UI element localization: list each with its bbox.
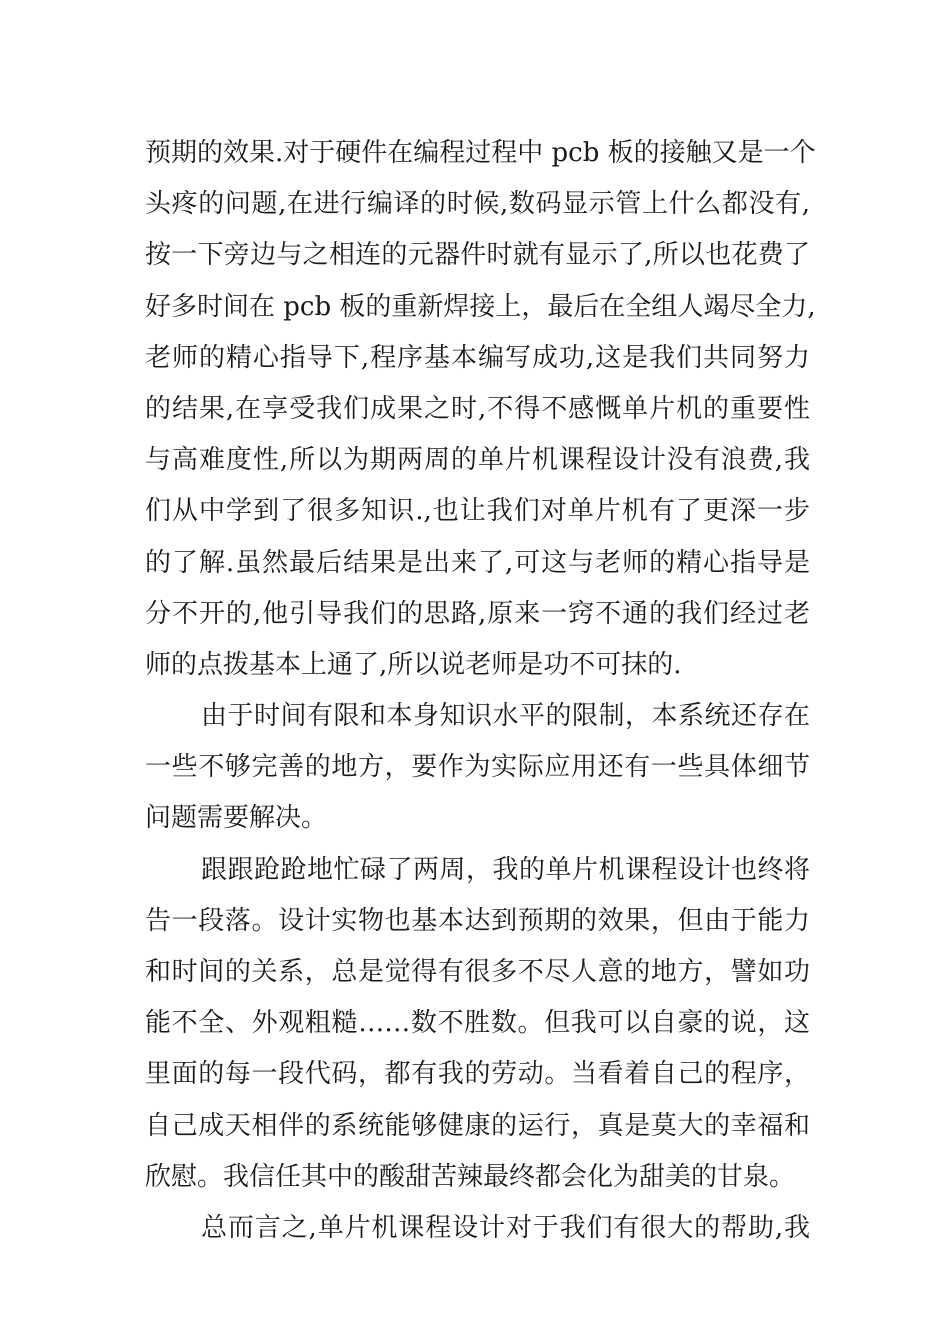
text-line: 头疼的问题,在进行编译的时候,数码显示管上什么都没有, [145, 189, 810, 220]
text-line: 和时间的关系，总是觉得有很多不尽人意的地方，譬如功 [145, 957, 810, 987]
paragraph-first-line: 由于时间有限和本身知识水平的限制，本系统还存在 [201, 701, 810, 732]
text-line: 预期的效果.对于硬件在编程过程中 pcb 板的接触又是一个 [145, 138, 816, 168]
text-line: 按一下旁边与之相连的元器件时就有显示了,所以也花费了 [145, 240, 810, 271]
text-line: 的结果,在享受我们成果之时,不得不感慨单片机的重要性 [145, 393, 810, 424]
text-line: 老师的精心指导下,程序基本编写成功,这是我们共同努力 [145, 342, 810, 373]
text-line: 师的点拨基本上通了,所以说老师是功不可抹的. [145, 649, 682, 680]
text-line: 一些不够完善的地方，要作为实际应用还有一些具体细节 [145, 752, 810, 783]
text-line: 欣慰。我信任其中的酸甜苦辣最终都会化为甜美的甘泉。 [145, 1161, 796, 1192]
text-line: 的了解.虽然最后结果是出来了,可这与老师的精心指导是 [145, 547, 810, 578]
text-line: 自己成天相伴的系统能够健康的运行，真是莫大的幸福和 [145, 1110, 810, 1141]
text-line: 好多时间在 pcb 板的重新焊接上，最后在全组人竭尽全力, [145, 291, 816, 322]
text-line: 里面的每一段代码，都有我的劳动。当看着自己的程序， [145, 1059, 810, 1090]
paragraph-first-line: 跟跟跄跄地忙碌了两周，我的单片机课程设计也终将 [201, 854, 810, 885]
text-line: 问题需要解决。 [145, 803, 328, 834]
text-line: 告一段落。设计实物也基本达到预期的效果，但由于能力 [145, 905, 810, 936]
text-line: 能不全、外观粗糙……数不胜数。但我可以自豪的说，这 [145, 1008, 810, 1039]
paragraph-first-line: 总而言之,单片机课程设计对于我们有很大的帮助,我 [201, 1212, 810, 1243]
text-line: 分不开的,他引导我们的思路,原来一窍不通的我们经过老 [145, 598, 810, 629]
text-line: 与高难度性,所以为期两周的单片机课程设计没有浪费,我 [145, 445, 810, 476]
text-line: 们从中学到了很多知识.,也让我们对单片机有了更深一步 [145, 496, 810, 527]
body-text [145, 128, 816, 1254]
